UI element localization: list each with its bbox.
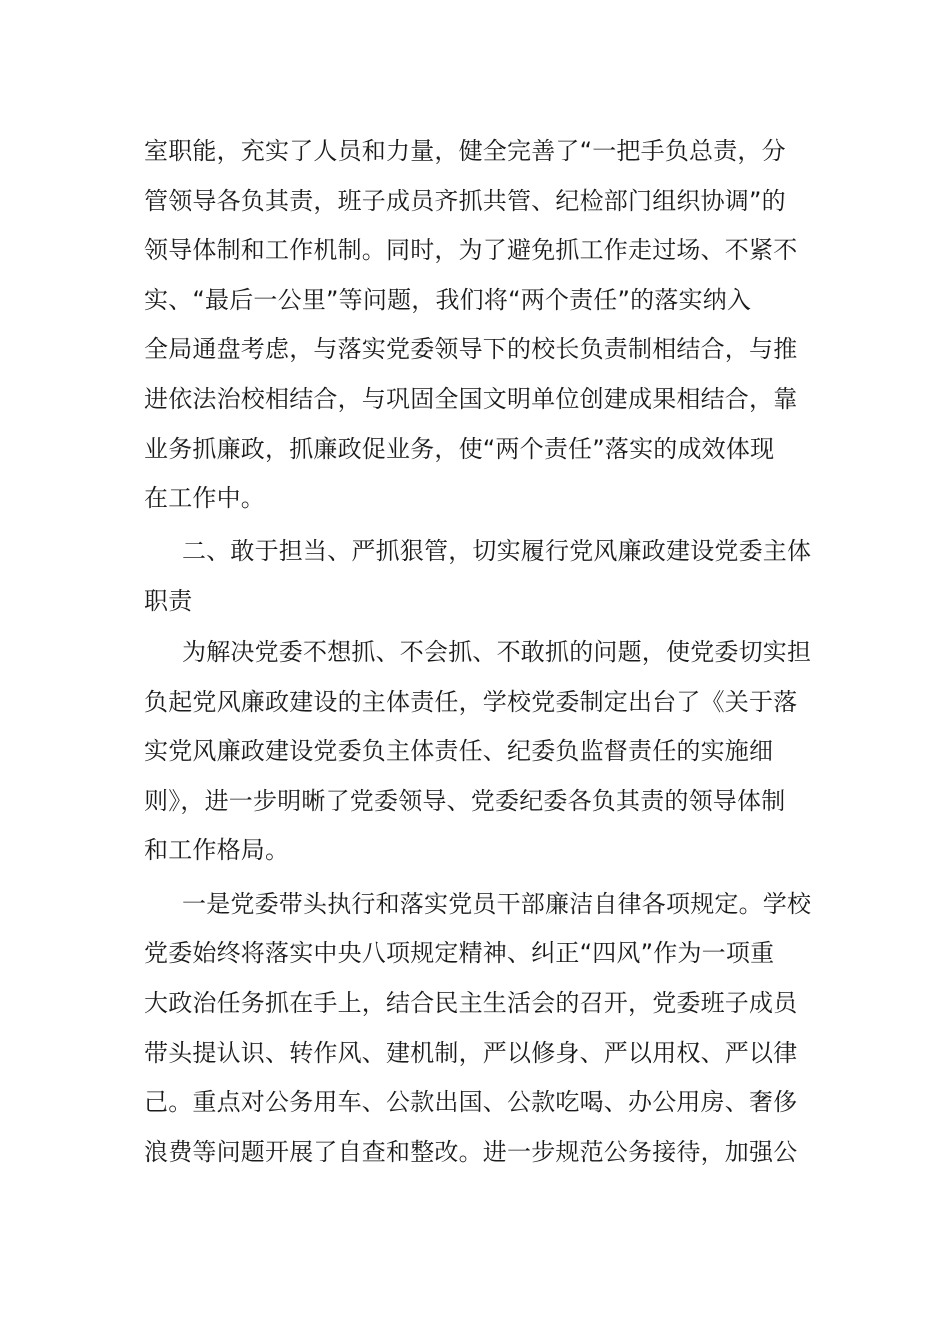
paragraph-line: 室职能，充实了人员和力量，健全完善了“一把手负总责，分 <box>144 137 786 165</box>
paragraph-line: 党委始终将落实中央八项规定精神、纠正“四风”作为一项重 <box>144 939 775 967</box>
paragraph-line: 业务抓廉政，抓廉政促业务，使“两个责任”落实的成效体现 <box>144 435 775 463</box>
section-heading-line: 职责 <box>144 587 193 615</box>
paragraph-line: 为解决党委不想抓、不会抓、不敢抓的问题，使党委切实担 <box>182 638 812 666</box>
paragraph-line: 全局通盘考虑，与落实党委领导下的校长负责制相结合，与推 <box>144 335 798 363</box>
paragraph-line: 领导体制和工作机制。同时，为了避免抓工作走过场、不紧不 <box>144 236 798 264</box>
section-heading-line: 二、敢于担当、严抓狠管，切实履行党风廉政建设党委主体 <box>182 537 812 565</box>
paragraph-line: 浪费等问题开展了自查和整改。进一步规范公务接待，加强公 <box>144 1138 798 1166</box>
paragraph-line: 管领导各负其责，班子成员齐抓共管、纪检部门组织协调”的 <box>144 187 786 215</box>
paragraph-line: 负起党风廉政建设的主体责任，学校党委制定出台了《关于落 <box>144 688 798 716</box>
paragraph-line: 进依法治校相结合，与巩固全国文明单位创建成果相结合，靠 <box>144 385 798 413</box>
paragraph-line: 则》，进一步明晰了党委领导、党委纪委各负其责的领导体制 <box>144 787 786 815</box>
paragraph-line: 带头提认识、转作风、建机制，严以修身、严以用权、严以律 <box>144 1039 798 1067</box>
paragraph-line: 大政治任务抓在手上，结合民主生活会的召开，党委班子成员 <box>144 989 798 1017</box>
paragraph-line: 实、“最后一公里”等问题，我们将“两个责任”的落实纳入 <box>144 286 752 314</box>
paragraph-line: 一是党委带头执行和落实党员干部廉洁自律各项规定。学校 <box>182 890 812 918</box>
paragraph-line: 和工作格局。 <box>144 836 290 864</box>
paragraph-line: 实党风廉政建设党委负主体责任、纪委负监督责任的实施细 <box>144 737 774 765</box>
paragraph-line: 己。重点对公务用车、公款出国、公款吃喝、办公用房、奢侈 <box>144 1088 798 1116</box>
paragraph-line: 在工作中。 <box>144 484 265 512</box>
